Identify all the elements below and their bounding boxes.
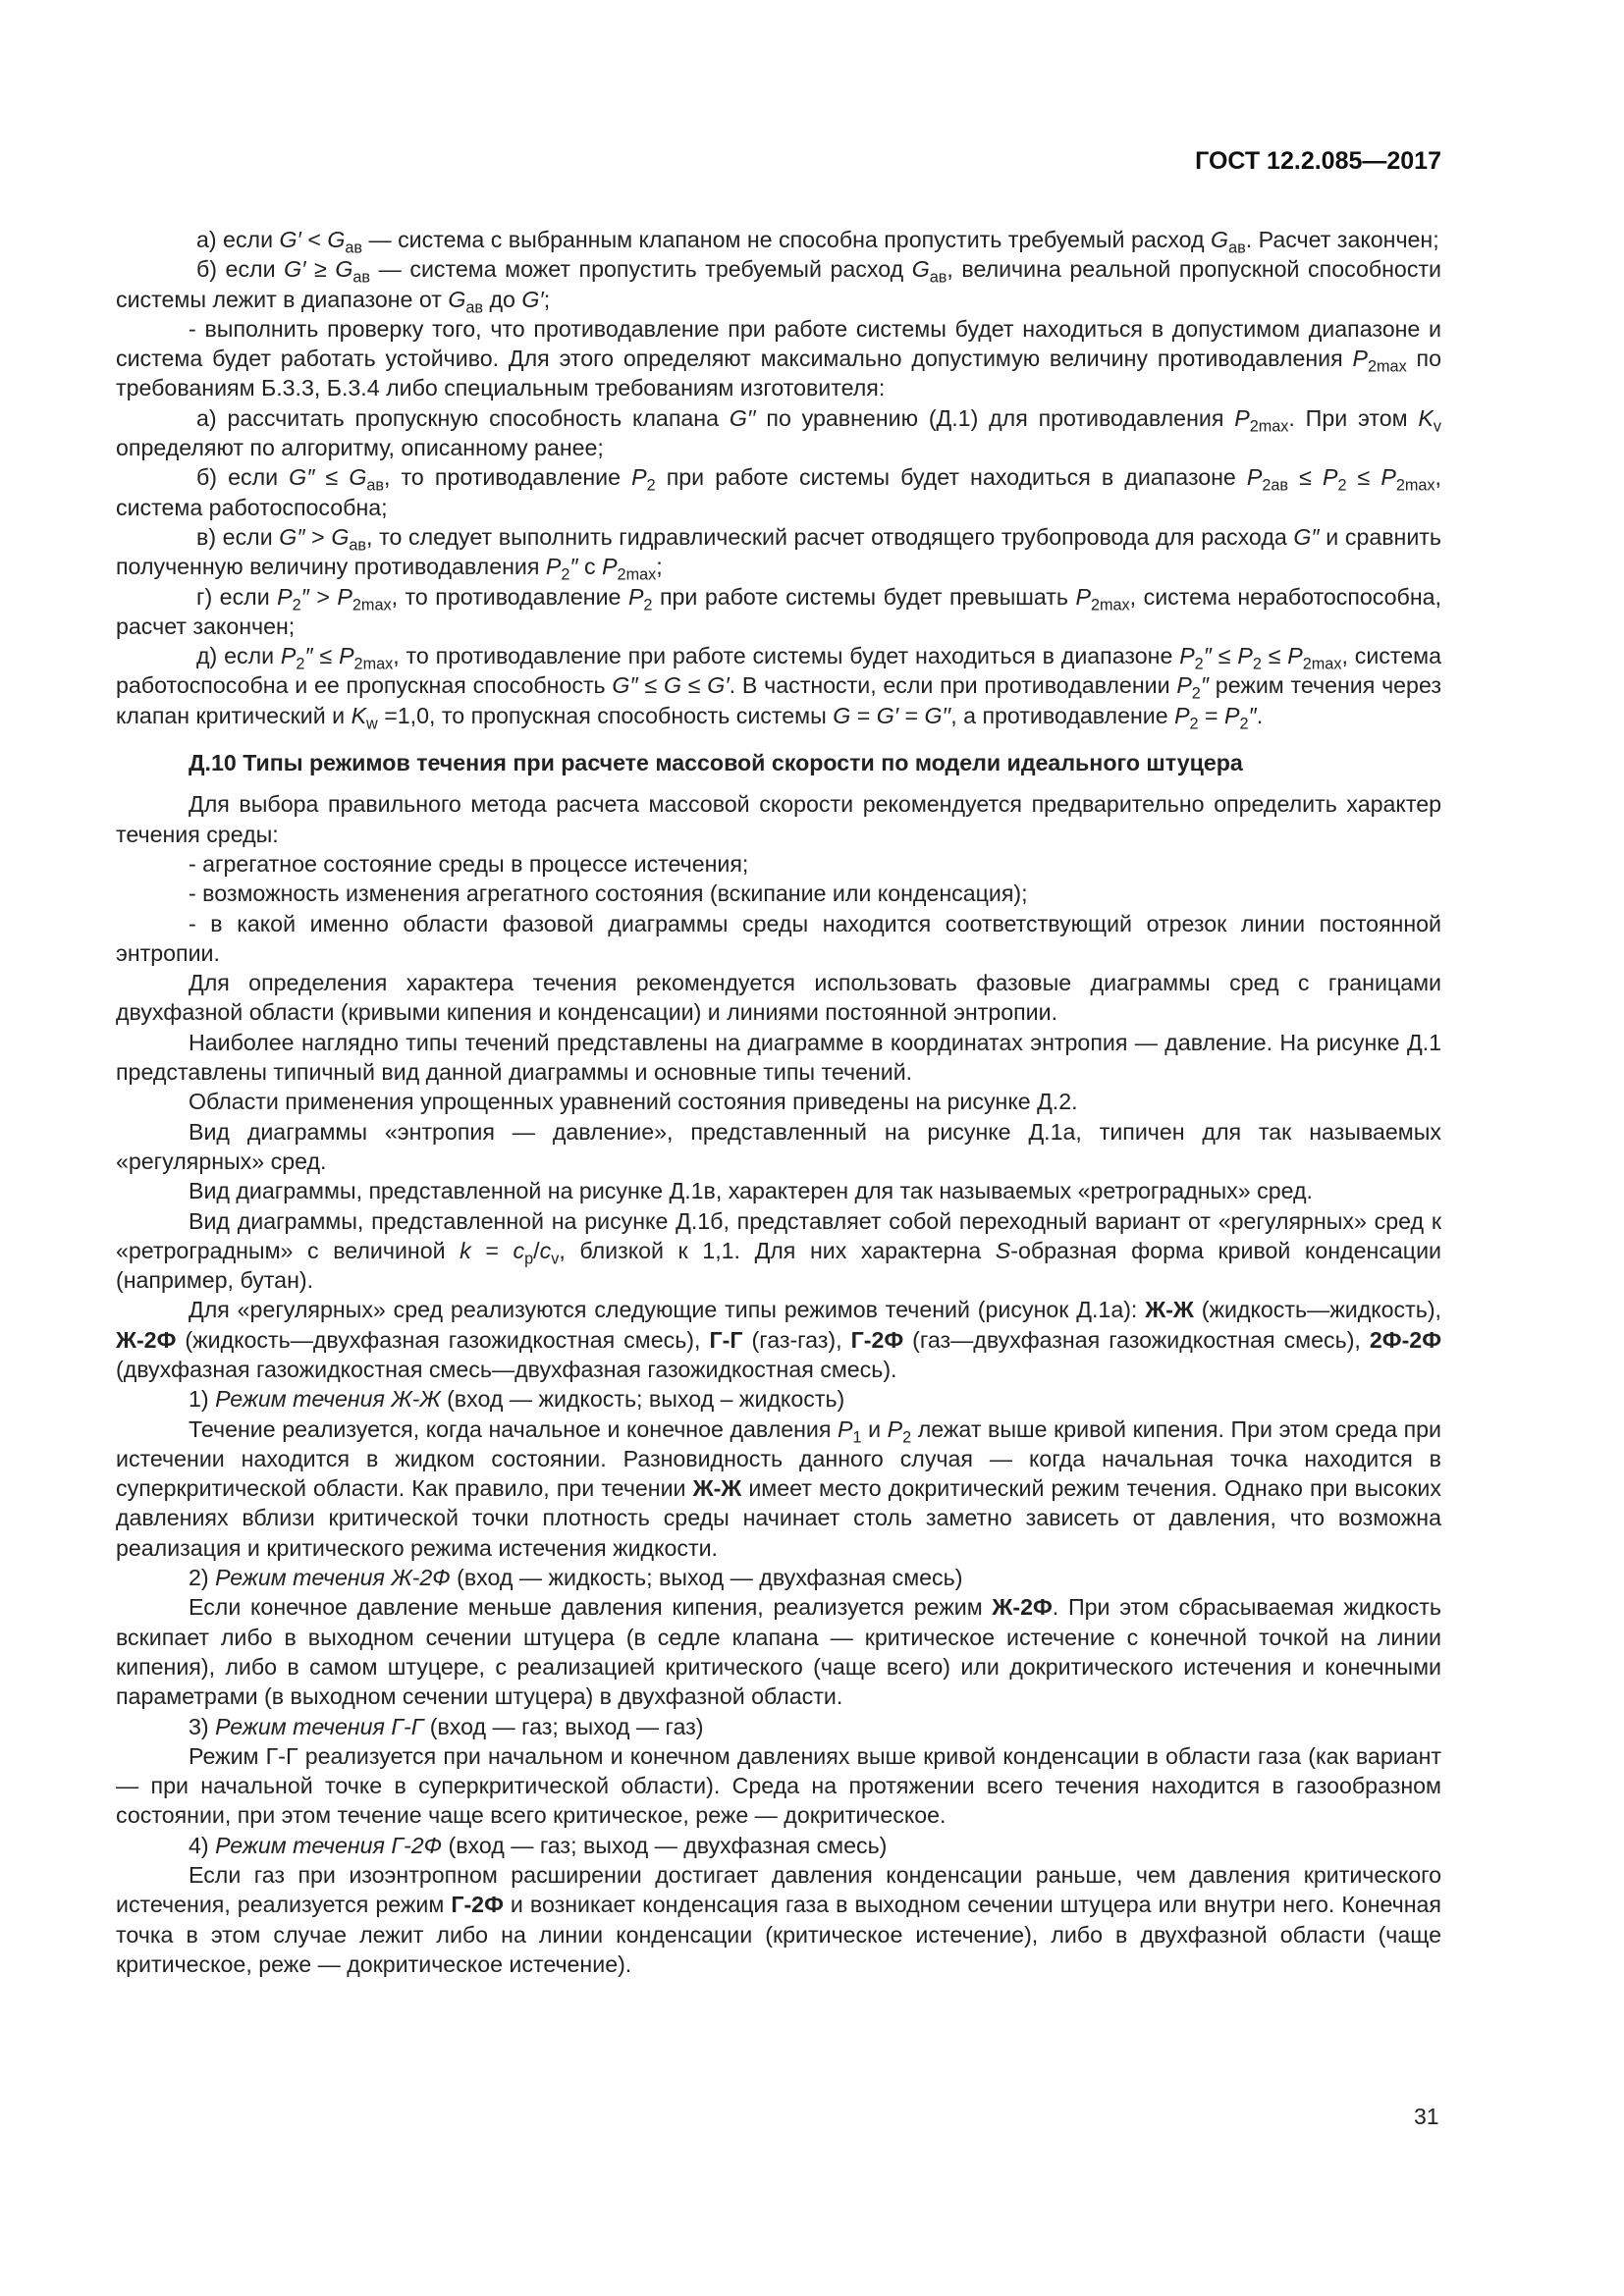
view-a-paragraph: Вид диаграммы «энтропия — давление», представленный на рисунке Д.1а, типичен для так называемых «регулярных» сред. (116, 1118, 1441, 1174)
regular-modes-paragraph: Для «регулярных» сред реализуются следующие типы режимов течений (рисунок Д.1а): Ж-Ж (жидкость—жидкость), Ж-2Ф (жидкость—двухфазная газожидкостная смесь), Г-Г (газ-газ), Г-2Ф (газ—двухфазная газожидкостная смесь), 2Ф-2Ф (двухфазная газожидкостная смесь—двухфазная газожидкостная смесь). (116, 1297, 1441, 1382)
mode-1-title: 1) Режим течения Ж-Ж (вход — жидкость; выход – жидкость) (189, 1386, 845, 1413)
item-c-2: в) если $G'' > G_{ав}$, то следует выполнить гидравлический расчет отводящего трубопровода для расхода G″ и сравнить полученную величину противодавления $P_2''$ с $P_{2max}$; (116, 523, 1442, 584)
item-a-2: а) рассчитать пропускную способность клапана G′′ по уравнению (Д.1) для противодавления $P_{2max}$. При этом $K_v$ определяют по алгоритму, описанному ранее; (116, 404, 1441, 461)
item-b-2: б) если $G'' \le G_{ав}$, то противодавление $P_2$ при работе системы будет находиться в диапазоне $P_{2ав} \le P_2 \le P_{2max}$, система работоспособна; (116, 464, 1441, 520)
list-item: - возможность изменения агрегатного состояния (вскипание или конденсация); (189, 881, 1028, 907)
page-number: 31 (1414, 2104, 1439, 2129)
item-g-2: г) если $P_2'' > P_{2max}$, то противодавление $P_2$ при работе системы будет превышать $P_{2max}$, система неработоспособна, расчет закончен; (116, 583, 1441, 639)
list-item: - в какой именно области фазовой диаграммы среды находится соответствующий отрезок линии постоянной энтропии. (116, 910, 1441, 966)
check-counterpressure: - выполнить проверку того, что противодавление при работе системы будет находиться в допустимом диапазоне и система будет работать устойчиво. Для этого определяют максимально допустимую величину противодавления $P_{2max}$ по требованиям Б.3.3, Б.3.4 либо специальным требованиям изготовителя: (116, 315, 1441, 401)
mode-3-title: 3) Режим течения Г-Г (вход — газ; выход — газ) (189, 1713, 704, 1739)
list-item: - агрегатное состояние среды в процессе истечения; (189, 850, 749, 877)
mode-2-title: 2) Режим течения Ж-2Ф (вход — жидкость; выход — двухфазная смесь) (189, 1565, 963, 1591)
mode-4-body: Если газ при изоэнтропном расширении достигает давления конденсации раньше, чем давления критического истечения, реализуется режим Г-2Ф и возникает конденсация газа в выходном сечении штуцера или внутри него. Конечная точка в этом случае лежит либо на линии конденсации (критическое истечение), либо в двухфазной области (чаще критическое, реже — докритическое истечение). (116, 1862, 1441, 1977)
item-a-1: а) если $G' < G_{ав}$ — система с выбранным клапаном не способна пропустить требуемый расход $G_{ав}$. Расчет закончен; (196, 227, 1439, 257)
mode-2-body: Если конечное давление меньше давления кипения, реализуется режим Ж-2Ф. При этом сбрасываемая жидкость вскипает либо в выходном сечении штуцера (в седле клапана — критическое истечение с конечной точкой на линии кипения), либо в самом штуцере, с реализацией критического (чаще всего) или докритического истечения и конечными параметрами (в выходном сечении штуцера) в двухфазной области. (116, 1594, 1441, 1710)
mode-4-title: 4) Режим течения Г-2Ф (вход — газ; выход — двухфазная смесь) (189, 1832, 888, 1858)
view-b-paragraph: Вид диаграммы, представленной на рисунке Д.1б, представляет собой переходный вариант от «регулярных» сред к «ретроградным» с величиной $k = c_p/c_v$, близкой к 1,1. Для них характерна S-образная форма кривой конденсации (например, бутан). (116, 1207, 1441, 1294)
mode-3-body: Режим Г-Г реализуется при начальном и конечном давлениях выше кривой конденсации в области газа (как вариант — при начальной точке в суперкритической области). Среда на протяжении всего течения находится в газообразном состоянии, при этом течение чаще всего критическое, реже — докритическое. (116, 1742, 1441, 1829)
flow-types-paragraph: Наиболее наглядно типы течений представлены на диаграмме в координатах энтропия — давление. На рисунке Д.1 представлены типичный вид данной диаграммы и основные типы течений. (116, 1029, 1441, 1086)
item-b-1: б) если $G' \ge G_{ав}$ — система может пропустить требуемый расход $G_{ав}$, величина реальной пропускной способности системы лежит в диапазоне от $G_{ав}$ до G′; (116, 256, 1441, 317)
page-body (116, 225, 1441, 1979)
section-heading: Д.10 Типы режимов течения при расчете массовой скорости по модели идеального штуцера (189, 750, 1243, 776)
item-d-2: д) если $P_2'' \le P_{2max}$, то противодавление при работе системы будет находиться в диапазоне $P_2'' \le P_2 \le P_{2max}$, система работоспособна и ее пропускная способность G″ ≤ G ≤ G′. В частности, если при противодавлении $P_2''$ режим течения через клапан критический и $K_w =1,0$, то пропускная способность системы G = G′ = G′′, а противодавление $P_2 = P_2''$. (116, 643, 1441, 733)
intro-paragraph: Для выбора правильного метода расчета массовой скорости рекомендуется предварительно определить характер течения среды: (116, 791, 1441, 847)
document-header: ГОСТ 12.2.085—2017 (1195, 147, 1441, 175)
areas-paragraph: Области применения упрощенных уравнений состояния приведены на рисунке Д.2. (189, 1089, 1078, 1115)
view-v-paragraph: Вид диаграммы, представленной на рисунке Д.1в, характерен для так называемых «ретроградных» сред. (189, 1178, 1313, 1204)
mode-1-body: Течение реализуется, когда начальное и конечное давления $P_1$ и $P_2$ лежат выше кривой кипения. При этом среда при истечении находится в жидком состоянии. Разновидность данного случая — когда начальная точка находится в суперкритической области. Как правило, при течении Ж-Ж имеет место докритический режим течения. Однако при высоких давлениях вблизи критической точки плотность среды начинает столь заметно зависеть от давления, что возможна реализация и критического режима истечения жидкости. (116, 1415, 1441, 1561)
phase-diagram-paragraph: Для определения характера течения рекомендуется использовать фазовые диаграммы сред с границами двухфазной области (кривыми кипения и конденсации) и линиями постоянной энтропии. (116, 970, 1441, 1026)
